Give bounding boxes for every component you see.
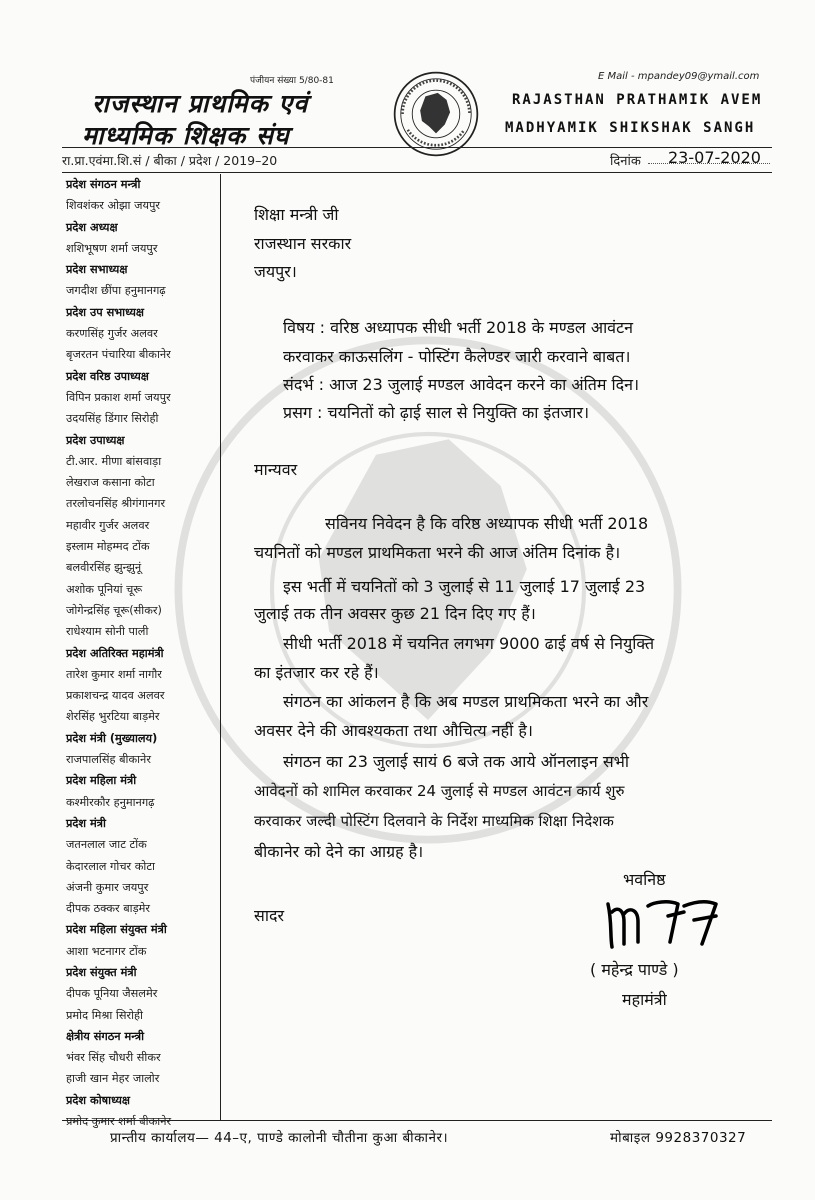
office-bearer-name: टी.आर. मीणा बांसवाड़ा: [66, 454, 162, 468]
office-bearer-name: तरलोचनसिंह श्रीगंगानगर: [66, 497, 166, 511]
office-bearer-title: प्रदेश उपाध्यक्ष: [66, 433, 125, 447]
org-name-hindi-line2: माध्यमिक शिक्षक संघ: [82, 121, 290, 150]
body-line: सीधी भर्ती 2018 में चयनित लगभग 9000 ढाई वर्ष से नियुक्ति: [283, 634, 655, 653]
office-bearer-name: जतनलाल जाट टोंक: [66, 838, 147, 852]
email-address: E Mail - mpandey09@ymail.com: [598, 71, 760, 82]
office-bearer-name: प्रमोद कुमार शर्मा बीकानेर: [66, 1115, 172, 1129]
office-bearer-title: प्रदेश उप सभाध्यक्ष: [66, 305, 144, 319]
date-label: दिनांक: [610, 154, 641, 169]
org-name-english-line1: RAJASTHAN PRATHAMIK AVEM: [512, 92, 763, 108]
office-bearer-name: भंवर सिंह चौधरी सीकर: [66, 1051, 161, 1065]
body-line: चयनितों को मण्डल प्राथमिकता भरने की आज अंतिम दिनांक है।: [254, 543, 621, 562]
reference-line: संदर्भ : आज 23 जुलाई मण्डल आवेदन करने का अंतिम दिन।: [283, 375, 640, 394]
office-bearer-name: शशिभूषण शर्मा जयपुर: [66, 241, 158, 255]
body-line: आवेदनों को शामिल करवाकर 24 जुलाई से मण्डल आवंटन कार्य शुरु: [254, 782, 625, 800]
office-bearer-name: उदयसिंह डिंगार सिरोही: [66, 412, 159, 426]
body-line: बीकानेर को देने का आग्रह है।: [254, 842, 424, 861]
office-bearer-name: बृजरतन पंचारिया बीकानेर: [66, 348, 171, 362]
salutation: मान्यवर: [254, 460, 298, 479]
office-bearer-title: प्रदेश सभाध्यक्ष: [66, 263, 128, 277]
office-address: प्रान्तीय कार्यालय— 44–ए, पाण्डे कालोनी चौतीना कुआ बीकानेर।: [110, 1130, 449, 1146]
header-divider: [62, 147, 772, 148]
signatory-name: ( महेन्द्र पाण्डे ): [590, 960, 679, 979]
body-line: का इंतजार कर रहे हैं।: [254, 663, 379, 682]
office-bearer-name: राजपालसिंह बीकानेर: [66, 753, 151, 767]
office-bearer-name: अंजनी कुमार जयपुर: [66, 880, 149, 894]
body-line: संगठन का 23 जुलाई सायं 6 बजे तक आये ऑनलाइन सभी: [283, 752, 630, 771]
org-name-english-line2: MADHYAMIK SHIKSHAK SANGH: [505, 120, 756, 136]
office-bearer-title: प्रदेश कोषाध्यक्ष: [66, 1093, 130, 1107]
office-bearer-title: प्रदेश मंत्री (मुख्यालय): [66, 731, 158, 745]
reference-number: रा.प्रा.एवंमा.शि.सं / बीका / प्रदेश / 2019–20: [62, 153, 278, 168]
mobile-number: मोबाइल 9928370327: [610, 1130, 747, 1146]
office-bearer-title: प्रदेश अध्यक्ष: [66, 220, 118, 234]
office-bearer-name: बलवीरसिंह झुन्झुनूं: [66, 561, 142, 575]
office-bearer-name: शिवशंकर ओझा जयपुर: [66, 199, 161, 213]
signatory-designation: महामंत्री: [622, 990, 667, 1009]
context-line: प्रसग : चयनितों को ढ़ाई साल से नियुक्ति का इंतजार।: [283, 403, 590, 422]
subheader-divider: [62, 172, 772, 173]
office-bearer-name: तारेश कुमार शर्मा नागौर: [66, 667, 162, 681]
org-name-hindi-line1: राजस्थान प्राथमिक एवं: [92, 89, 309, 118]
office-bearer-title: प्रदेश संयुक्त मंत्री: [66, 965, 137, 979]
regards: सादर: [254, 906, 285, 925]
office-bearer-name: इस्लाम मोहम्मद टोंक: [66, 540, 150, 554]
body-line: करवाकर जल्दी पोस्टिंग दिलवाने के निर्देश माध्यमिक शिक्षा निदेशक: [254, 812, 614, 830]
office-bearer-title: क्षेत्रीय संगठन मन्त्री: [66, 1029, 145, 1043]
watermark-emblem-icon: [168, 330, 688, 850]
office-bearer-name: लेखराज कसाना कोटा: [66, 476, 155, 490]
office-bearer-name: प्रकाशचन्द्र यादव अलवर: [66, 689, 165, 703]
valediction: भवनिष्ठ: [623, 870, 666, 889]
office-bearer-title: प्रदेश महिला संयुक्त मंत्री: [66, 923, 167, 937]
body-line: जुलाई तक तीन अवसर कुछ 21 दिन दिए गए हैं।: [254, 604, 536, 623]
body-line: अवसर देने की आवश्यकता तथा औचित्य नहीं है।: [254, 721, 533, 740]
office-bearer-name: आशा भटनागर टोंक: [66, 944, 147, 958]
office-bearer-name: महावीर गुर्जर अलवर: [66, 518, 150, 532]
office-bearers-sidebar: [62, 174, 221, 1129]
addressee-line3: जयपुर।: [254, 262, 297, 281]
body-line: सविनय निवेदन है कि वरिष्ठ अध्यापक सीधी भर्ती 2018: [325, 514, 649, 533]
office-bearer-name: प्रमोद मिश्रा सिरोही: [66, 1008, 143, 1022]
office-bearer-name: शेरसिंह भुरटिया बाड़मेर: [66, 710, 160, 724]
date-value: 23-07-2020: [668, 148, 761, 167]
office-bearers-list: [62, 174, 220, 1132]
office-bearer-name: जोगेन्द्रसिंह चूरू(सीकर): [66, 603, 162, 617]
handwritten-signature-icon: [598, 892, 748, 952]
office-bearer-name: राधेश्याम सोनी पाली: [66, 625, 149, 639]
office-bearer-name: दीपक ठक्कर बाड़मेर: [66, 902, 151, 916]
body-line: इस भर्ती में चयनितों को 3 जुलाई से 11 जुलाई 17 जुलाई 23: [283, 577, 646, 596]
office-bearer-title: प्रदेश वरिष्ठ उपाध्यक्ष: [66, 369, 149, 383]
office-bearer-title: प्रदेश संगठन मन्त्री: [66, 178, 141, 191]
office-bearer-title: प्रदेश मंत्री: [66, 816, 106, 830]
addressee-line1: शिक्षा मन्त्री जी: [254, 205, 339, 224]
body-line: संगठन का आंकलन है कि अब मण्डल प्राथमिकता भरने का और: [283, 692, 649, 711]
office-bearer-name: दीपक पूनिया जैसलमेर: [66, 987, 158, 1001]
registration-number: पंजीयन संख्या 5/80-81: [250, 76, 334, 86]
office-bearer-name: केदारलाल गोचर कोटा: [66, 859, 155, 873]
subject-line1: विषय : वरिष्ठ अध्यापक सीधी भर्ती 2018 के मण्डल आवंटन: [283, 318, 634, 337]
addressee-line2: राजस्थान सरकार: [254, 234, 352, 253]
office-bearer-name: हाजी खान मेहर जालोर: [66, 1072, 160, 1086]
footer-divider: [62, 1120, 772, 1121]
organization-emblem-icon: [392, 70, 480, 158]
office-bearer-name: जगदीश छींपा हनुमानगढ़: [66, 284, 166, 298]
office-bearer-name: करणसिंह गुर्जर अलवर: [66, 327, 158, 341]
office-bearer-name: कश्मीरकौर हनुमानगढ़: [66, 795, 155, 809]
office-bearer-name: विपिन प्रकाश शर्मा जयपुर: [66, 390, 171, 404]
office-bearer-name: अशोक पूनियां चूरू: [66, 582, 143, 596]
office-bearer-title: प्रदेश अतिरिक्त महामंत्री: [66, 646, 164, 660]
office-bearer-title: प्रदेश महिला मंत्री: [66, 774, 137, 788]
subject-line2: करवाकर काऊसलिंग - पोस्टिंग कैलेण्डर जारी करवाने बाबत।: [283, 347, 631, 366]
